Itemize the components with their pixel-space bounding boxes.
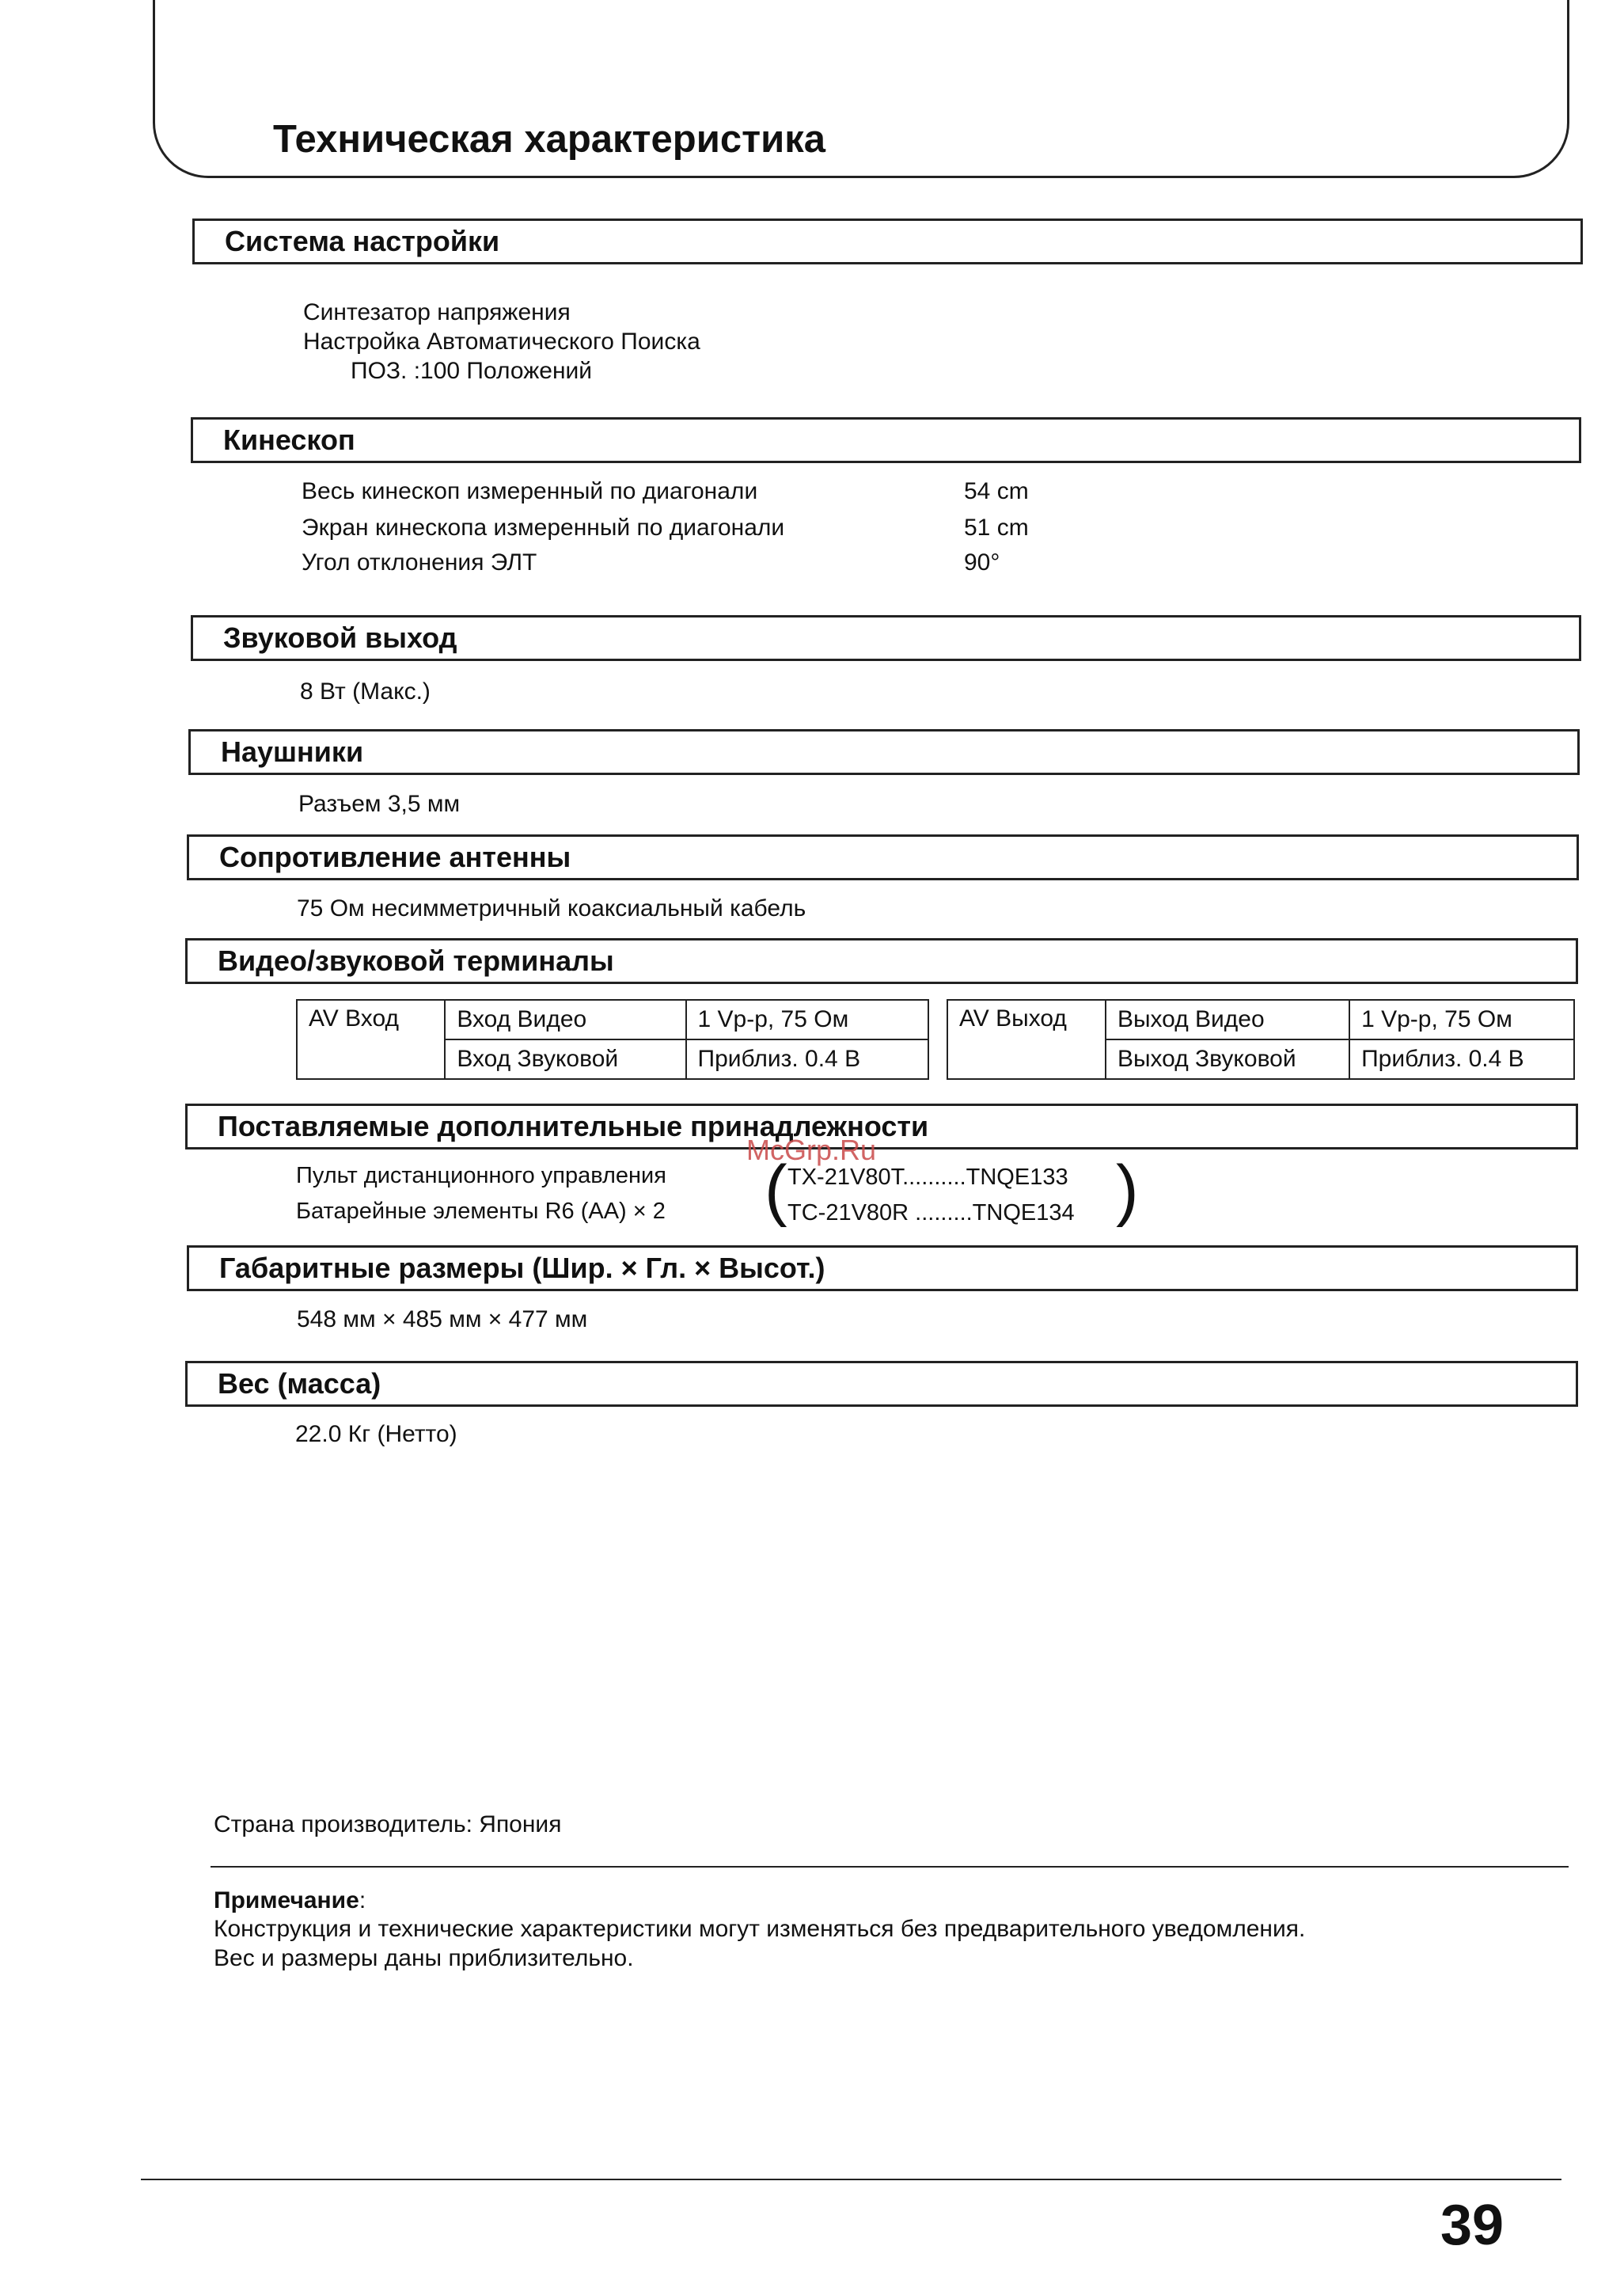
accessory-model: TC-21V80R .........TNQE134 [787,1200,1075,1226]
footer-divider [141,2179,1561,2180]
left-brace: ( [765,1152,787,1228]
table-cell: Выход Видео [1106,1000,1349,1039]
watermark: McGrp.Ru [746,1134,877,1166]
table-cell: Приблиз. 0.4 В [686,1039,929,1079]
crt-label: Угол отклонения ЭЛТ [302,549,537,576]
section-heading-tuning: Система настройки [192,218,1583,264]
table-cell: Приблиз. 0.4 В [1349,1039,1574,1079]
crt-label: Экран кинескопа измеренный по диагонали [302,515,785,541]
table-cell: Вход Видео [445,1000,685,1039]
country-of-origin: Страна производитель: Япония [214,1811,562,1837]
antenna-value: 75 Ом несимметричный коаксиальный кабель [297,895,806,922]
table-cell: 1 Vp-p, 75 Ом [686,1000,929,1039]
table-cell: Вход Звуковой [445,1039,685,1079]
table-cell: Выход Звуковой [1106,1039,1349,1079]
note-label: Примечание [214,1887,359,1913]
audio-value: 8 Вт (Макс.) [300,678,431,705]
section-heading-audio: Звуковой выход [191,615,1581,661]
page-title: Техническая характеристика [273,118,826,161]
accessory-model: TX-21V80T..........TNQE133 [787,1165,1068,1190]
table-row [297,1000,928,1039]
tuning-line: ПОЗ. :100 Положений [351,358,593,384]
note-line: Вес и размеры даны приблизительно. [214,1945,634,1971]
crt-value: 54 cm [964,478,1029,504]
divider [211,1866,1569,1868]
section-heading-dimensions: Габаритные размеры (Шир. × Гл. × Высот.) [187,1245,1578,1291]
accessory-item: Пульт дистанционного управления [296,1163,666,1188]
section-heading-crt: Кинескоп [191,417,1581,463]
section-heading-weight: Вес (масса) [185,1361,1578,1407]
section-heading-antenna: Сопротивление антенны [187,834,1579,880]
section-heading-headphones: Наушники [188,729,1580,775]
section-heading-av: Видео/звуковой терминалы [185,938,1578,984]
table-cell: 1 Vp-p, 75 Ом [1349,1000,1574,1039]
av-output-table [947,999,1575,1080]
crt-label: Весь кинескоп измеренный по диагонали [302,478,758,504]
crt-value: 51 cm [964,515,1029,541]
headphones-value: Разъем 3,5 мм [298,791,461,817]
av-input-table [296,999,929,1080]
tuning-line: Настройка Автоматического Поиска [303,329,700,355]
av-input-label: AV Вход [297,1000,445,1079]
tuning-line: Синтезатор напряжения [303,299,571,325]
table-row [947,1000,1574,1039]
weight-value: 22.0 Кг (Нетто) [295,1421,457,1447]
av-output-label: AV Выход [947,1000,1106,1079]
page-number: 39 [1440,2194,1504,2257]
right-brace: ) [1116,1152,1139,1228]
crt-value: 90° [964,549,1000,576]
section-heading-accessories: Поставляемые дополнительные принадлежности [185,1104,1578,1150]
note-line: Конструкция и технические характеристики могут изменяться без предварительного уведомления. [214,1916,1306,1942]
accessory-item: Батарейные элементы R6 (AA) × 2 [296,1199,666,1224]
dimensions-value: 548 мм × 485 мм × 477 мм [297,1306,588,1332]
